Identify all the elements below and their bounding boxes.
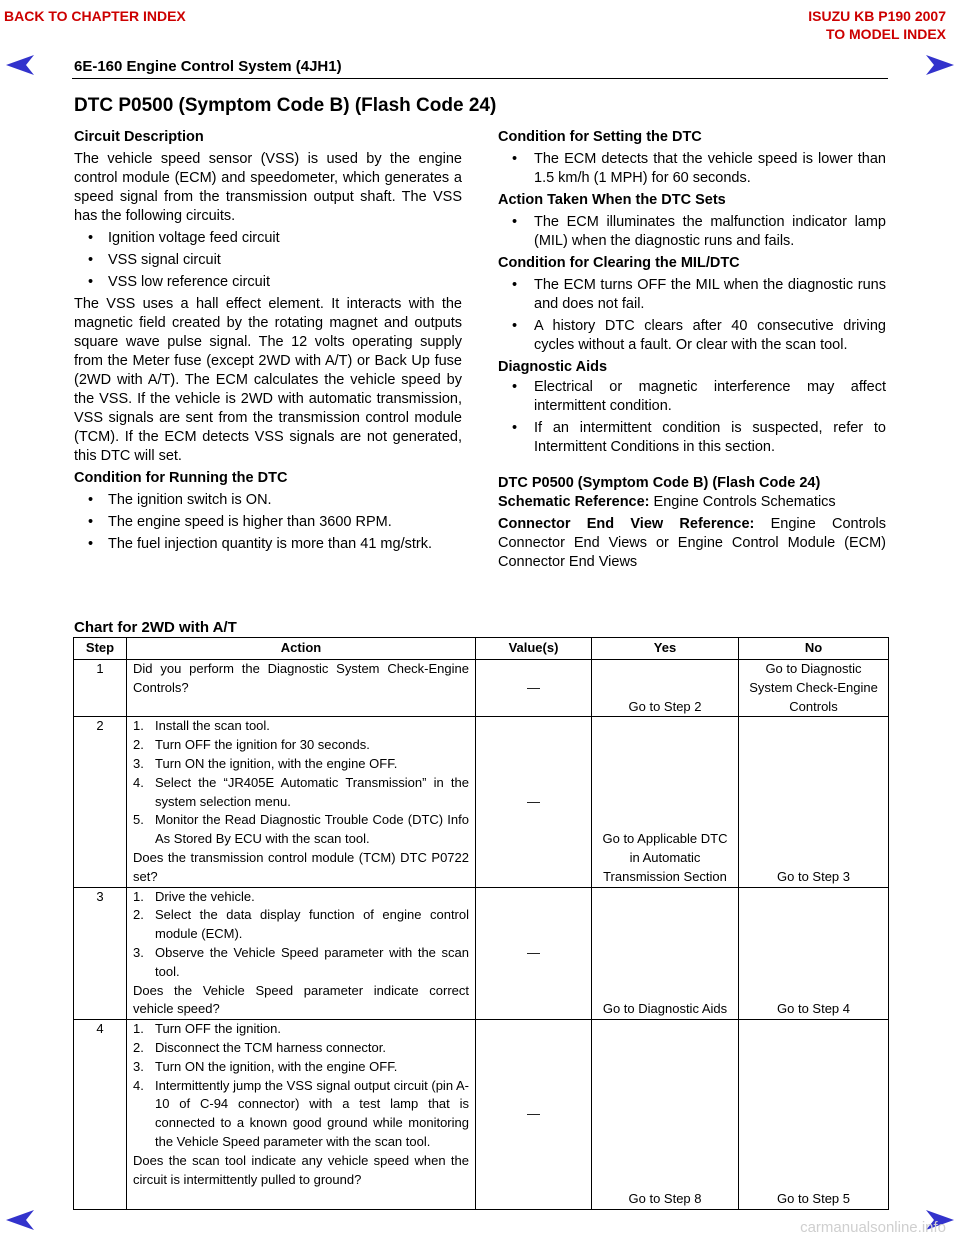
schematic-reference: Schematic Reference: Engine Controls Schematics bbox=[498, 494, 836, 510]
header-no: No bbox=[739, 638, 889, 660]
action-steps-list bbox=[133, 888, 469, 982]
table-row bbox=[74, 717, 889, 887]
back-to-chapter-index-link[interactable]: BACK TO CHAPTER INDEX bbox=[4, 8, 186, 24]
list-item: 3. Turn ON the ignition, with the engine OFF. bbox=[133, 755, 398, 771]
list-item: • Ignition voltage feed circuit bbox=[88, 230, 280, 246]
circuit-description-paragraph-2: The VSS uses a hall effect element. It interacts with the magnetic field created by the rotating magnet and outputs square wave pulse signal. The 12 volts operating supply from the Meter fuse (except 2WD with A/T) or Back Up fuse (2WD with A/T). The ECM calculates the vehicle speed by the VSS. If the vehicle is 2WD with automatic transmission, VSS signals are sent from the transmission control module (TCM). If the ECM detects VSS signals are not generated, this DTC will set. bbox=[74, 296, 462, 464]
list-item: • The ECM detects that the vehicle speed is lower than 1.5 km/h (1 MPH) for 60 seconds. bbox=[512, 151, 886, 186]
model-title-link[interactable]: ISUZU KB P190 2007 bbox=[808, 8, 946, 24]
watermark: carmanualsonline.info bbox=[800, 1219, 946, 1236]
yes-cell: Go to Step 2 bbox=[592, 660, 739, 717]
circuit-list bbox=[74, 229, 462, 292]
list-item: 3. Observe the Vehicle Speed parameter with the scan tool. bbox=[133, 944, 469, 979]
table-row bbox=[74, 660, 889, 717]
list-item: • A history DTC clears after 40 consecutive driving cycles without a fault. Or clear with the scan tool. bbox=[512, 318, 886, 353]
header-divider bbox=[72, 78, 888, 79]
action-cell bbox=[127, 660, 476, 717]
list-item: 1. Drive the vehicle. bbox=[133, 888, 255, 904]
list-item: • The ECM illuminates the malfunction indicator lamp (MIL) when the diagnostic runs and fails. bbox=[512, 214, 886, 249]
to-model-index-link[interactable]: TO MODEL INDEX bbox=[825, 26, 946, 42]
table-row bbox=[74, 1020, 889, 1210]
list-item: 1. Install the scan tool. bbox=[133, 718, 270, 734]
table-row bbox=[74, 887, 889, 1020]
list-item: • The ignition switch is ON. bbox=[88, 492, 272, 508]
previous-page-bottom-arrow-icon[interactable] bbox=[6, 1210, 40, 1230]
list-item: 4. Intermittently jump the VSS signal output circuit (pin A-10 of C-94 connector) with a test lamp that is connected to a known good ground while monitoring the Vehicle Speed parameter with the scan tool. bbox=[133, 1077, 469, 1149]
no-cell: Go to Step 3 bbox=[739, 717, 889, 887]
header-action: Action bbox=[127, 638, 476, 660]
step-cell: 1 bbox=[74, 660, 127, 717]
yes-cell: Go to Step 8 bbox=[592, 1020, 739, 1210]
value-cell: — bbox=[476, 887, 592, 1020]
no-cell: Go to Step 5 bbox=[739, 1020, 889, 1210]
list-item: • The engine speed is higher than 3600 RPM. bbox=[88, 514, 392, 530]
table-header-row bbox=[74, 638, 889, 660]
action-question: Did you perform the Diagnostic System Check-Engine Controls? bbox=[133, 661, 469, 695]
connector-reference: Connector End View Reference: Engine Controls Connector End Views or Engine Control Module (ECM) Connector End Views bbox=[498, 516, 886, 570]
left-column bbox=[74, 128, 462, 557]
clearing-condition-heading: Condition for Clearing the MIL/DTC bbox=[498, 255, 740, 271]
no-cell: Go to Step 4 bbox=[739, 887, 889, 1020]
previous-page-arrow-icon[interactable] bbox=[6, 55, 40, 75]
page-header-title: 6E-160 Engine Control System (4JH1) bbox=[74, 58, 342, 75]
diagnostic-chart-table bbox=[73, 637, 889, 1210]
circuit-description-heading: Circuit Description bbox=[74, 129, 204, 145]
next-page-arrow-icon[interactable] bbox=[920, 55, 954, 75]
yes-cell: Go to Applicable DTC in Automatic Transmission Section bbox=[592, 717, 739, 887]
circuit-description-paragraph-1: The vehicle speed sensor (VSS) is used by the engine control module (ECM) and speedometer, which generates a speed signal from the transmission output shaft. The VSS has the following circuits. bbox=[74, 151, 462, 224]
step-cell: 3 bbox=[74, 887, 127, 1020]
document-title: DTC P0500 (Symptom Code B) (Flash Code 24) bbox=[74, 95, 497, 116]
action-question: Does the scan tool indicate any vehicle speed when the circuit is intermittently pulled to ground? bbox=[133, 1152, 469, 1187]
action-cell bbox=[127, 717, 476, 887]
setting-condition-heading: Condition for Setting the DTC bbox=[498, 129, 702, 145]
list-item: 3. Turn ON the ignition, with the engine OFF. bbox=[133, 1058, 398, 1074]
reference-title: DTC P0500 (Symptom Code B) (Flash Code 24) bbox=[498, 475, 821, 491]
action-cell bbox=[127, 887, 476, 1020]
step-cell: 2 bbox=[74, 717, 127, 887]
list-item: 2. Disconnect the TCM harness connector. bbox=[133, 1039, 386, 1055]
list-item: • VSS low reference circuit bbox=[88, 274, 270, 290]
list-item: • Electrical or magnetic interference may affect intermittent condition. bbox=[512, 379, 886, 414]
list-item: • The ECM turns OFF the MIL when the diagnostic runs and does not fail. bbox=[512, 277, 886, 312]
list-item: 2. Select the data display function of engine control module (ECM). bbox=[133, 907, 469, 942]
action-question: Does the Vehicle Speed parameter indicate correct vehicle speed? bbox=[133, 982, 469, 1017]
setting-condition-list bbox=[498, 150, 886, 188]
list-item: 2. Turn OFF the ignition for 30 seconds. bbox=[133, 737, 370, 753]
header-values: Value(s) bbox=[476, 638, 592, 660]
action-taken-heading: Action Taken When the DTC Sets bbox=[498, 192, 726, 208]
value-cell: — bbox=[476, 717, 592, 887]
action-steps-list bbox=[133, 717, 469, 849]
list-item: 4. Select the “JR405E Automatic Transmission” in the system selection menu. bbox=[133, 774, 469, 809]
action-question: Does the transmission control module (TCM) DTC P0722 set? bbox=[133, 849, 469, 884]
header-step: Step bbox=[74, 638, 127, 660]
running-condition-list bbox=[74, 491, 462, 554]
action-cell bbox=[127, 1020, 476, 1210]
right-column bbox=[498, 128, 886, 572]
list-item: • VSS signal circuit bbox=[88, 252, 221, 268]
chart-title: Chart for 2WD with A/T bbox=[74, 619, 237, 636]
value-cell: — bbox=[476, 1020, 592, 1210]
diagnostic-aids-heading: Diagnostic Aids bbox=[498, 359, 608, 375]
value-cell: — bbox=[476, 660, 592, 717]
step-cell: 4 bbox=[74, 1020, 127, 1210]
list-item: • The fuel injection quantity is more than 41 mg/strk. bbox=[88, 536, 432, 552]
no-cell: Go to Diagnostic System Check-Engine Controls bbox=[739, 660, 889, 717]
action-steps-list bbox=[133, 1020, 469, 1152]
header-yes: Yes bbox=[592, 638, 739, 660]
running-condition-heading: Condition for Running the DTC bbox=[74, 470, 288, 486]
diagnostic-aids-list bbox=[498, 378, 886, 457]
list-item: 1. Turn OFF the ignition. bbox=[133, 1021, 281, 1037]
clearing-condition-list bbox=[498, 276, 886, 355]
list-item: 5. Monitor the Read Diagnostic Trouble Code (DTC) Info As Stored By ECU with the scan tool. bbox=[133, 812, 469, 847]
yes-cell: Go to Diagnostic Aids bbox=[592, 887, 739, 1020]
list-item: • If an intermittent condition is suspected, refer to Intermittent Conditions in this section. bbox=[512, 420, 886, 455]
action-taken-list bbox=[498, 213, 886, 251]
